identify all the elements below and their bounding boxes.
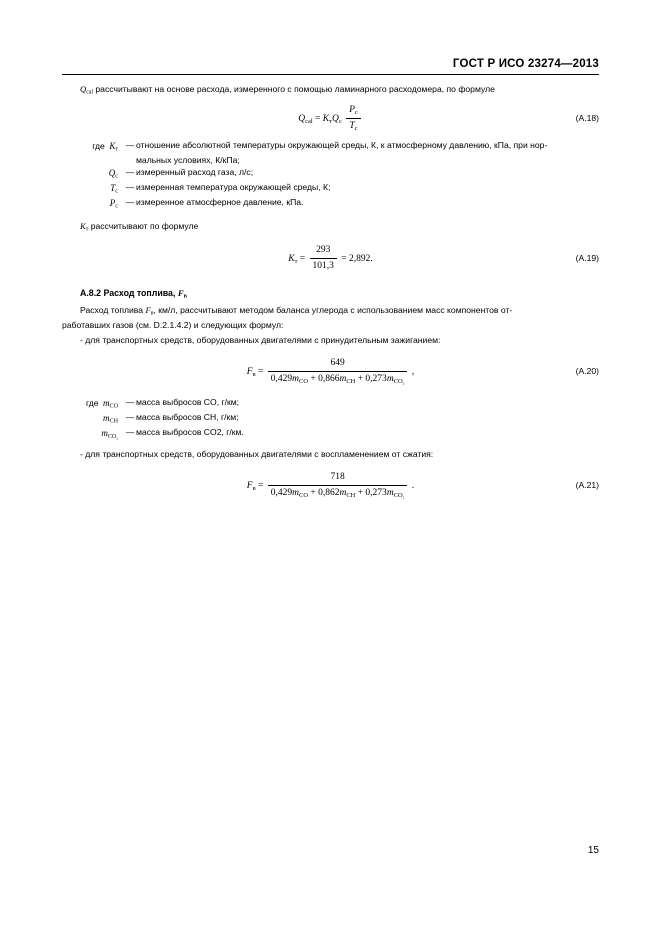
definitions-block-1	[62, 140, 599, 211]
section-number: А.8.2	[80, 288, 102, 299]
definition-dash: —	[125, 182, 135, 193]
formula-a18-fraction: $\frac{P_с}{T_с}$	[346, 104, 361, 134]
definition-text: масса выбросов CO, г/км;	[136, 396, 240, 407]
formula-a21-number: (А.21)	[575, 479, 599, 490]
formula-a18	[62, 104, 599, 134]
definition-text: измеренный расход газа, л/с;	[136, 167, 254, 178]
definition-text: масса выбросов CH, г/км;	[136, 411, 239, 422]
definition-dash: —	[125, 396, 135, 407]
formula-a20-fraction	[268, 357, 408, 387]
definition-symbol: $m_{CO_2}$	[101, 427, 118, 440]
intro-paragraph	[62, 84, 599, 97]
section-heading: А.8.2 Расход топлива, $F_в$	[80, 288, 187, 301]
formula-a19-numerator: 293	[310, 244, 337, 259]
formula-a20-number: (А.20)	[575, 365, 599, 376]
formula-a21-tail: .	[411, 480, 415, 491]
definition-text: отношение абсолютной температуры окружающей среды, К, к атмосферному давлению, кПа, при нор-	[136, 140, 548, 151]
definition-text: измеренное атмосферное давление, кПа.	[136, 197, 304, 208]
formula-a21-fraction	[268, 471, 408, 501]
definition-text: масса выбросов CO2, г/км.	[136, 426, 244, 437]
formula-a19	[62, 244, 599, 273]
definition-row	[62, 427, 599, 441]
formula-a21-numerator: 718	[268, 471, 408, 486]
section-symbol: F	[177, 288, 184, 299]
kt-formula-sentence: $K_т$ рассчитывают по формуле	[80, 221, 199, 234]
definition-text: измеренная температура окружающей среды, К;	[136, 182, 331, 193]
formula-a19-denominator: 101,3	[312, 261, 334, 272]
formula-a19-result: = 2,892.	[341, 253, 373, 264]
formula-a18-number: (А.18)	[575, 112, 599, 123]
formula-a20-denominator: $0,429m_{CO} + 0,866m_{CH} + 0,273m_{CO_2}$	[270, 373, 405, 386]
definition-symbol: $T_с$	[110, 183, 118, 195]
definition-row	[62, 397, 599, 411]
formula-a20-body: $F_в$ = $\frac{649}{0,429m_{CO} + 0,866m_{CH} + 0,273m_{CO_2}}$ ,	[246, 357, 415, 386]
page-number: 15	[587, 845, 599, 856]
formula-a20-tail: ,	[411, 366, 415, 377]
where-label-2: где $m_{CO}$	[85, 397, 118, 410]
intro-symbol: $Q_{cal}$	[80, 84, 94, 96]
definition-text-continued: мальных условиях, К/кПа;	[136, 155, 240, 166]
intro-text: рассчитывают на основе расхода, измеренного с помощью ламинарного расходомера, по формуле	[95, 84, 495, 94]
fuel-paragraph	[62, 305, 599, 318]
bullet-item-1: - для транспортных средств, оборудованных двигателями с принудительным зажиганием:	[80, 334, 441, 345]
formula-a19-fraction	[310, 244, 337, 273]
kt-sentence-text: рассчитывают по формуле	[90, 221, 199, 232]
header-rule	[62, 74, 599, 75]
page-content	[62, 84, 599, 507]
definition-dash: —	[125, 426, 135, 437]
bullet-item-2: - для транспортных средств, оборудованных двигателями с воспламенением от сжатия:	[80, 448, 434, 459]
definition-row	[62, 412, 599, 426]
definition-dash: —	[125, 197, 135, 208]
definition-symbol: $Q_с$	[108, 168, 118, 180]
fuel-paragraph-line2: работавших газов (см. D.2.1.4.2) и следующих формул:	[62, 320, 284, 330]
definition-dash: —	[125, 167, 135, 178]
definition-row	[62, 182, 599, 196]
formula-a19-number: (А.19)	[575, 252, 599, 263]
definition-row	[62, 167, 599, 181]
page-header: ГОСТ Р ИСО 23274—2013	[452, 58, 599, 70]
formula-a21-body: $F_в$ = $\frac{718}{0,429m_{CO} + 0,862m_{CH} + 0,273m_{CO_2}}$ .	[246, 471, 415, 500]
formula-a20	[62, 357, 599, 387]
formula-a21-denominator: $0,429m_{CO} + 0,862m_{CH} + 0,273m_{CO_2}$	[270, 487, 405, 500]
definitions-block-2	[62, 397, 599, 441]
definition-dash: —	[125, 411, 135, 422]
section-title: Расход топлива,	[103, 288, 176, 299]
definition-symbol: $P_с$	[109, 198, 118, 211]
formula-a19-body: $K_т$ = $\frac{293}{101,3}$ = 2,892.	[62, 244, 599, 273]
fuel-paragraph-line1: Расход топлива $F_в$, км/л, рассчитывают методом баланса углерода с использованием масс компонентов от-	[80, 305, 513, 317]
where-label: где $K_т$	[92, 141, 118, 153]
formula-a18-body: $Q_{cal} = K_тQ_с$ $\frac{P_с}{T_с}$	[62, 104, 599, 134]
definition-row	[62, 140, 599, 154]
formula-a20-numerator: 649	[268, 357, 408, 372]
formula-a21	[62, 471, 599, 501]
definition-row	[62, 197, 599, 211]
definition-symbol: $m_{CH}$	[103, 412, 118, 425]
definition-dash: —	[125, 140, 135, 151]
